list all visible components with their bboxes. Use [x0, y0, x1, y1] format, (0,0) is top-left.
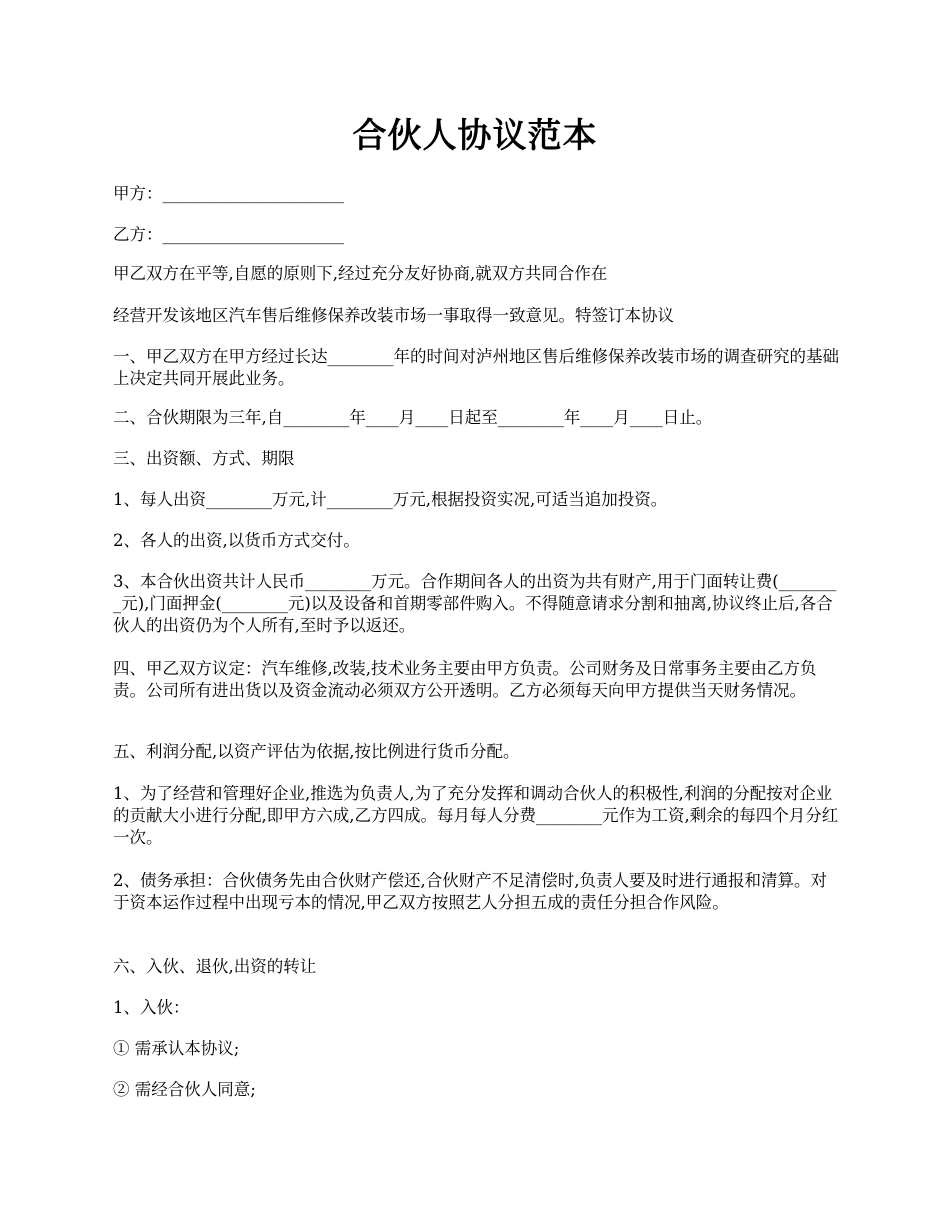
document-title: 合伙人协议范本	[352, 116, 598, 156]
clause-3-item-1: 1、每人出资________万元,计________万元,根据投资实况,可适当追加投资。	[113, 490, 668, 509]
clause-5-item-1: 1、为了经营和管理好企业,推选为负责人,为了充分发挥和调动合伙人的积极性,利润的分配按对企业的贡献大小进行分配,即甲方六成,乙方四成。每月每人分费________元作为工资,剩余的每四个月分红一次。	[113, 784, 839, 847]
clause-2-term: 二、合伙期限为三年,自________年____月____日起至________年____月____日止。	[113, 408, 713, 427]
clause-1: 一、甲乙双方在甲方经过长达________年的时间对泸州地区售后维修保养改装市场的调查研究的基础上决定共同开展此业务。	[113, 347, 839, 388]
clause-6-sub-2: ② 需经合伙人同意;	[113, 1080, 256, 1099]
party-b-line: 乙方：______________________	[113, 225, 344, 244]
clause-6-sub-1: ① 需承认本协议;	[113, 1039, 240, 1058]
preamble-line-1: 甲乙双方在平等,自愿的原则下,经过充分友好协商,就双方共同合作在	[113, 264, 608, 283]
clause-3-item-2: 2、各人的出资,以货币方式交付。	[113, 531, 360, 550]
clause-3-heading: 三、出资额、方式、期限	[113, 449, 295, 468]
party-a-line: 甲方：______________________	[113, 184, 344, 203]
clause-5-item-2: 2、债务承担：合伙债务先由合伙财产偿还,合伙财产不足清偿时,负责人要及时进行通报和清算。对于资本运作过程中出现亏本的情况,甲乙双方按照艺人分担五成的责任分担合作风险。	[113, 871, 827, 912]
clause-6-heading: 六、入伙、退伙,出资的转让	[113, 957, 317, 976]
clause-4: 四、甲乙双方议定：汽车维修,改装,技术业务主要由甲方负责。公司财务及日常事务主要由乙方负责。公司所有进出货以及资金流动必须双方公开透明。乙方必须每天向甲方提供当天财务情况。	[113, 659, 817, 700]
clause-3-item-3: 3、本合伙出资共计人民币________万元。合作期间各人的出资为共有财产,用于门面转让费(________元),门面押金(________元)以及设备和首期零部件购入。不得随意请求分割和抽离,协议终止后,各合伙人的出资仍为个人所有,至时予以返还。	[113, 572, 837, 635]
clause-6-item-1: 1、入伙：	[113, 998, 190, 1017]
clause-5-heading: 五、利润分配,以资产评估为依据,按比例进行货币分配。	[113, 742, 520, 761]
preamble-line-2: 经营开发该地区汽车售后维修保养改装市场一事取得一致意见。特签订本协议	[113, 306, 674, 325]
